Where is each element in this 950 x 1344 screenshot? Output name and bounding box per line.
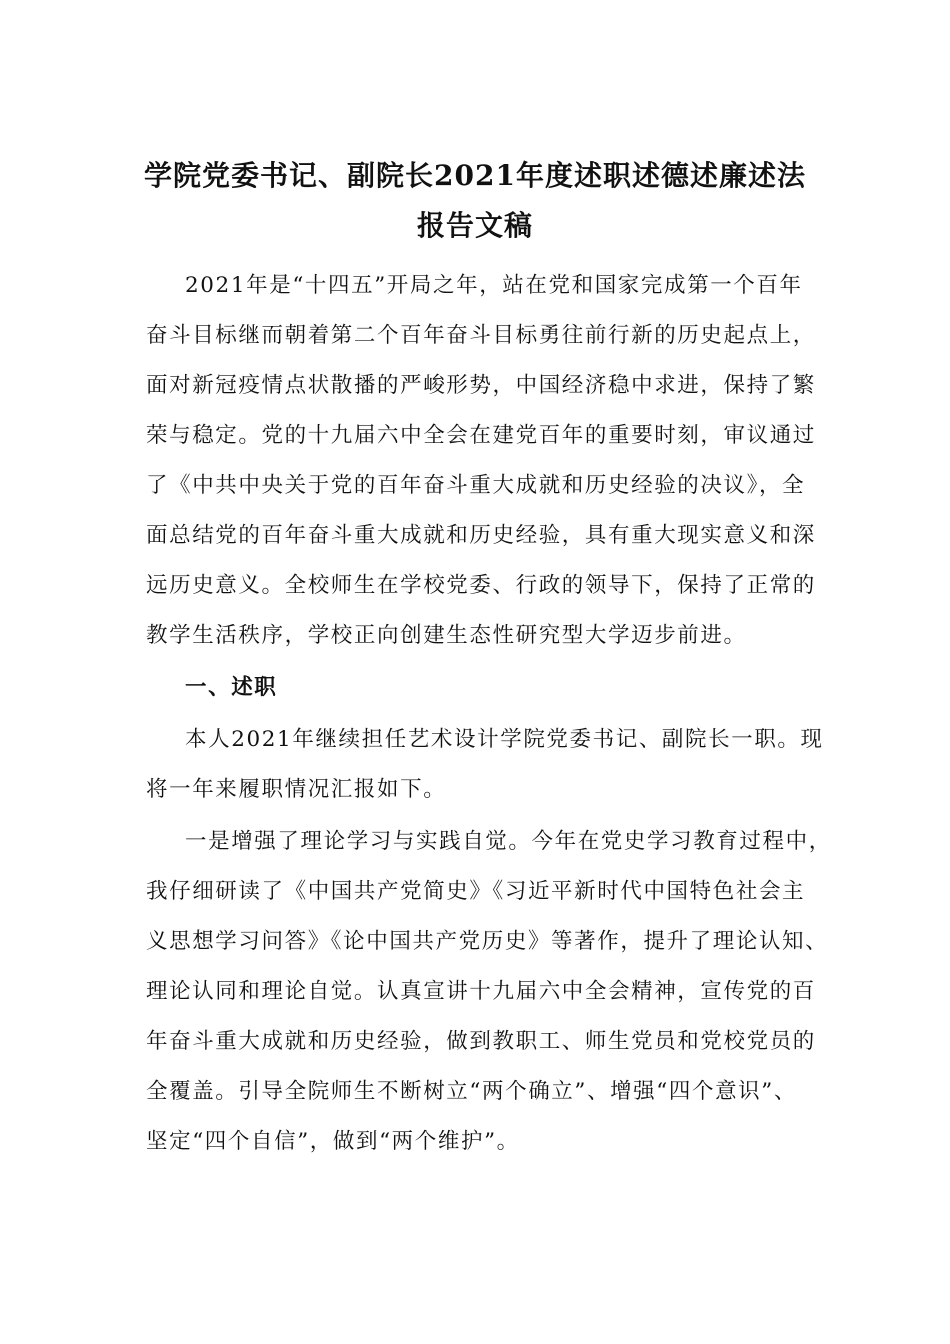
paragraph-line: 面总结党的百年奋斗重大成就和历史经验，具有重大现实意义和深	[146, 523, 816, 548]
paragraph-line: 坚定“四个自信”，做到“两个维护”。	[146, 1129, 520, 1154]
paragraph-line: 年奋斗重大成就和历史经验，做到教职工、师生党员和党校党员的	[146, 1029, 816, 1054]
paragraph-line: 义思想学习问答》《论中国共产党历史》等著作，提升了理论认知、	[146, 929, 829, 954]
paragraph-line: 面对新冠疫情点状散播的严峻形势，中国经济稳中求进，保持了繁	[146, 373, 816, 398]
paragraph-line: 一是增强了理论学习与实践自觉。今年在党史学习教育过程中，	[185, 829, 832, 854]
paragraph-line: 我仔细研读了《中国共产党简史》《习近平新时代中国特色社会主	[146, 879, 806, 904]
paragraph-line: 全覆盖。引导全院师生不断树立“两个确立”、增强“四个意识”、	[146, 1079, 797, 1104]
document-title-line-1: 学院党委书记、副院长2021年度述职述德述廉述法	[144, 159, 806, 192]
paragraph-line: 本人2021年继续担任艺术设计学院党委书记、副院长一职。现	[185, 727, 824, 752]
paragraph-line: 奋斗目标继而朝着第二个百年奋斗目标勇往前行新的历史起点上，	[146, 323, 816, 348]
paragraph-line: 教学生活秩序，学校正向创建生态性研究型大学迈步前进。	[146, 623, 747, 648]
paragraph-line: 荣与稳定。党的十九届六中全会在建党百年的重要时刻，审议通过	[146, 423, 816, 448]
document-title-line-2: 报告文稿	[416, 209, 533, 242]
paragraph-line: 远历史意义。全校师生在学校党委、行政的领导下，保持了正常的	[146, 573, 816, 598]
paragraph-line: 2021年是“十四五”开局之年，站在党和国家完成第一个百年	[185, 273, 803, 298]
paragraph-line: 了《中共中央关于党的百年奋斗重大成就和历史经验的决议》，全	[146, 473, 806, 498]
paragraph-line: 理论认同和理论自觉。认真宣讲十九届六中全会精神，宣传党的百	[146, 979, 816, 1004]
section-heading: 一、述职	[185, 675, 278, 700]
paragraph-line: 将一年来履职情况汇报如下。	[146, 777, 447, 802]
